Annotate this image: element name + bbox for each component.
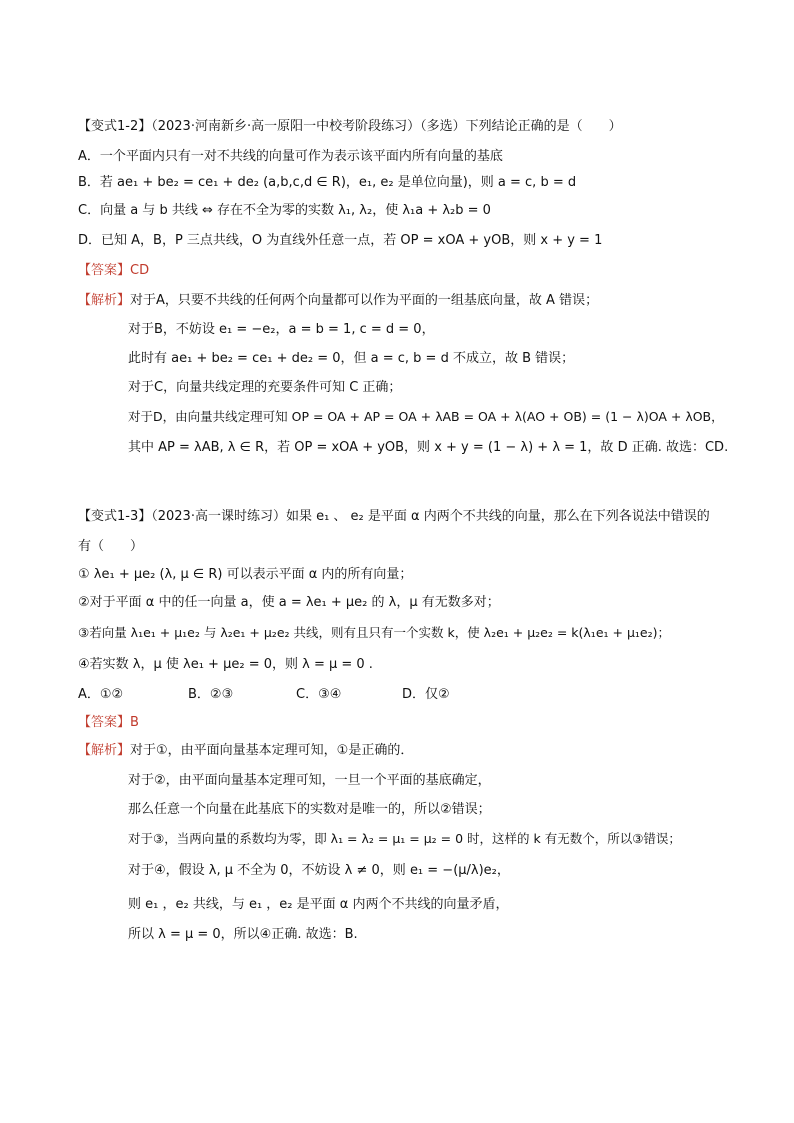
analysis-line: 对于④，假设 λ, μ 不全为 0，不妨设 λ ≠ 0，则 e₁ = −(μ/λ)e₂，: [128, 863, 510, 878]
answer-label: 【答案】: [78, 263, 131, 278]
option-b: B．若 ae₁ + be₂ = ce₁ + de₂ (a,b,c,d ∈ R)，e₁, e₂ 是单位向量)，则 a = c, b = d: [78, 175, 577, 190]
option-a: A．一个平面内只有一对不共线的向量可作为表示该平面内所有向量的基底: [78, 149, 503, 164]
variant-tag: 【变式1-3】: [78, 509, 152, 524]
analysis-label: 【解析】: [78, 743, 131, 758]
question-source: （2023·河南新乡·高一原阳一中校考阶段练习）（多选）: [151, 119, 466, 134]
analysis-row: [78, 742, 413, 760]
analysis-line: 此时有 ae₁ + be₂ = ce₁ + de₂ = 0，但 a = c, b = d 不成立，故 B 错误；: [128, 351, 575, 366]
statement-3: ③若向量 λ₁e₁ + μ₁e₂ 与 λ₂e₁ + μ₂e₂ 共线，则有且只有一个实数 k，使 λ₂e₁ + μ₂e₂ = k(λ₁e₁ + μ₁e₂)；: [78, 625, 670, 640]
question-stem: 下列结论正确的是（ ）: [465, 119, 622, 134]
choice-c: C．③④: [296, 687, 342, 702]
answer-value: B: [130, 715, 139, 730]
question-header: [78, 508, 710, 526]
choice-a: A．①②: [78, 687, 124, 702]
analysis-line: 对于A，只要不共线的任何两个向量都可以作为平面的一组基底向量，故 A 错误；: [130, 293, 599, 308]
statement-4: ④若实数 λ，μ 使 λe₁ + μe₂ = 0，则 λ = μ = 0 .: [78, 657, 373, 672]
analysis-line: 对于B，不妨设 e₁ = −e₂，a = b = 1, c = d = 0，: [128, 322, 435, 337]
question-source: （2023·高一课时练习）: [151, 509, 286, 524]
variant-tag: 【变式1-2】: [78, 119, 152, 134]
answer-label: 【答案】: [78, 715, 131, 730]
analysis-row: [78, 292, 598, 310]
option-d: D．已知 A，B，P 三点共线，O 为直线外任意一点，若 OP = xOA + yOB，则 x + y = 1: [78, 233, 603, 248]
analysis-line: 对于②，由平面向量基本定理可知，一旦一个平面的基底确定，: [128, 773, 491, 788]
analysis-line: 对于D，由向量共线定理可知 OP = OA + AP = OA + λAB = OA + λ(AO + OB) = (1 − λ)OA + λOB，: [128, 409, 724, 424]
statement-1: ① λe₁ + μe₂ (λ, μ ∈ R) 可以表示平面 α 内的所有向量；: [78, 567, 413, 582]
question-stem: 如果 e₁ 、 e₂ 是平面 α 内两个不共线的向量，那么在下列各说法中错误的: [285, 509, 710, 524]
analysis-line: 对于③，当两向量的系数均为零，即 λ₁ = λ₂ = μ₁ = μ₂ = 0 时，这样的 k 有无数个，所以③错误；: [128, 831, 681, 846]
question-stem-cont: 有（ ）: [78, 539, 144, 554]
analysis-line: 那么任意一个向量在此基底下的实数对是唯一的，所以②错误；: [128, 802, 491, 817]
answer-row: [78, 262, 149, 280]
analysis-line: 则 e₁ ，e₂ 共线，与 e₁ ，e₂ 是平面 α 内两个不共线的向量矛盾，: [128, 897, 509, 912]
statement-2: ②对于平面 α 中的任一向量 a，使 a = λe₁ + μe₂ 的 λ，μ 有无数多对；: [78, 595, 500, 610]
analysis-line: 其中 AP = λAB, λ ∈ R，若 OP = xOA + yOB，则 x + y = (1 − λ) + λ = 1，故 D 正确. 故选：CD.: [128, 440, 729, 455]
analysis-label: 【解析】: [78, 293, 131, 308]
option-c: C．向量 a 与 b 共线 ⇔ 存在不全为零的实数 λ₁, λ₂，使 λ₁a + λ₂b = 0: [78, 203, 491, 218]
choice-b: B．②③: [188, 687, 234, 702]
answer-value: CD: [130, 263, 150, 278]
analysis-line: 对于①，由平面向量基本定理可知，①是正确的．: [130, 743, 414, 758]
answer-row: [78, 714, 139, 732]
analysis-line: 所以 λ = μ = 0，所以④正确. 故选：B.: [128, 927, 358, 942]
question-header: [78, 118, 622, 136]
choice-d: D．仅②: [402, 687, 450, 702]
analysis-line: 对于C，向量共线定理的充要条件可知 C 正确；: [128, 380, 402, 395]
